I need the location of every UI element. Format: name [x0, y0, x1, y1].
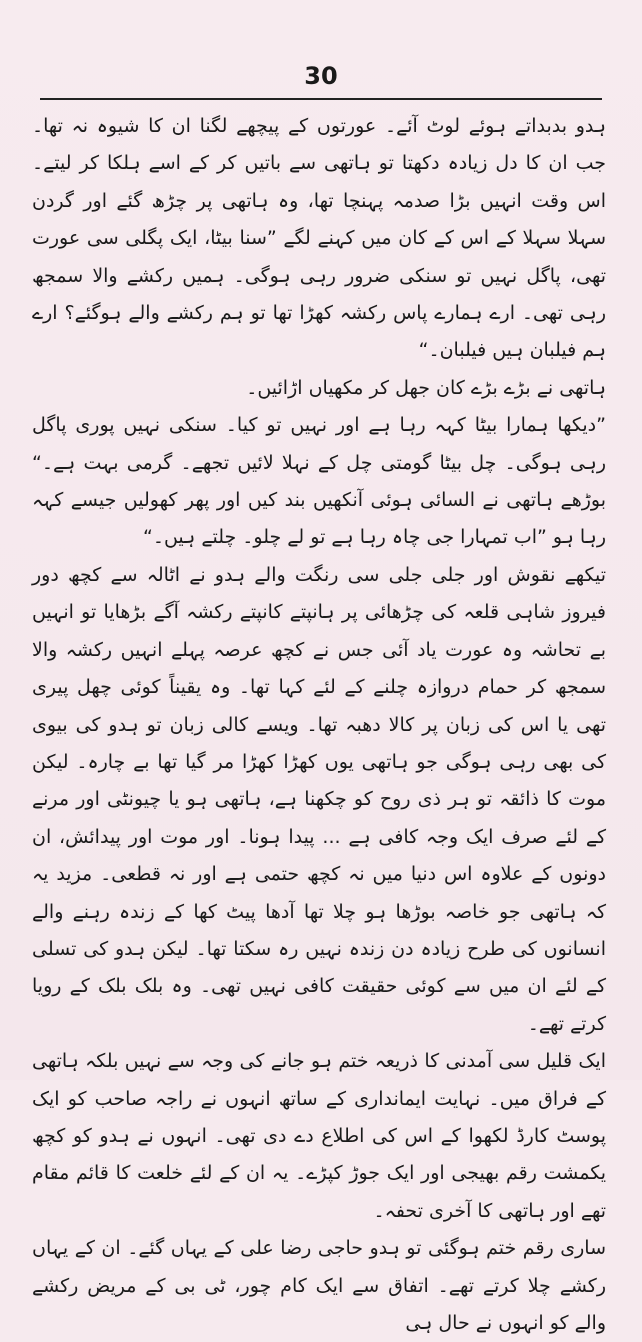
paragraph-5: ایک قلیل سی آمدنی کا ذریعہ ختم ہو جانے کی وجہ سے نہیں بلکہ ہاتھی کے فراق میں۔ نہایت ایمانداری کے ساتھ انہوں نے راجہ صاحب کو ایک پوسٹ کارڈ لکھوا کے اس کی اطلاع دے دی تھی۔ انہوں نے ہدو کو کچھ یکمشت رقم بھیجی اور ایک جوڑ کپڑے۔ یہ ان کے لئے خلعت کا قائم مقام تھے اور ہاتھی کا آخری تحفہ۔ — [32, 1050, 606, 1222]
paragraph-4: تیکھے نقوش اور جلی جلی سی رنگت والے ہدو نے اٹالہ سے کچھ دور فیروز شاہی قلعہ کی چڑھائی پر ہانپتے کانپتے رکشہ آگے بڑھایا تو انہیں بے تحاشہ وہ عورت یاد آئی جس نے کچھ عرصہ پہلے انہیں رکشہ والا سمجھ کر حمام دروازہ چلنے کے لئے کہا تھا۔ وہ یقیناً کوئی چھل پیری تھی یا اس کی زبان پر کالا دھبہ تھا۔ ویسے کالی زبان تو ہدو کی بیوی کی بھی رہی ہوگی جو ہاتھی یوں کھڑا کھڑا مر گیا تھا بے چارہ۔ لیکن موت کا ذائقہ تو ہر ذی روح کو چکھنا ہے، ہاتھی ہو یا چیونٹی اور مرنے کے لئے صرف ایک وجہ کافی ہے ... پیدا ہونا۔ اور موت اور پیدائش، ان دونوں کے علاوہ اس دنیا میں نہ کچھ حتمی ہے اور نہ قطعی۔ مزید یہ کہ ہاتھی جو خاصہ بوڑھا ہو چلا تھا آدھا پیٹ کھا کے زندہ رہنے والے انسانوں کی طرح زیادہ دن زندہ نہیں رہ سکتا تھا۔ لیکن ہدو کی تسلی کے لئے ان میں سے کوئی حقیقت کافی نہیں تھی۔ وہ بلک بلک کے رویا کرتے تھے۔ — [32, 563, 606, 1035]
page-number: 30 — [304, 62, 338, 90]
paragraph-2: ہاتھی نے بڑے بڑے کان جھل کر مکھیاں اڑائیں۔ — [246, 376, 606, 399]
page-body — [32, 108, 606, 1342]
header-rule — [40, 98, 602, 100]
paragraph-3: ”دیکھا ہمارا بیٹا کہہ رہا ہے اور نہیں تو کیا۔ سنکی نہیں پوری پاگل رہی ہوگی۔ چل بیٹا گومتی چل کے نہلا لائیں تجھے۔ گرمی بہت ہے۔“ بوڑھے ہاتھی نے السائی ہوئی آنکھیں بند کیں اور پھر کھولیں جیسے کہہ رہا ہو ”اب تمہارا جی چاہ رہا ہے تو لے چلو۔ چلتے ہیں۔“ — [32, 414, 606, 549]
paragraph-1: ہدو بدبداتے ہوئے لوٹ آئے۔ عورتوں کے پیچھے لگنا ان کا شیوہ نہ تھا۔ جب ان کا دل زیادہ دکھتا تو ہاتھی سے باتیں کر کے اسے ہلکا کر لیتے۔ اس وقت انہیں بڑا صدمہ پہنچا تھا، وہ ہاتھی پر چڑھ گئے اور گردن سہلا سہلا کے اس کے کان میں کہنے لگے ”سنا بیٹا، ایک پگلی سی عورت تھی، پاگل نہیں تو سنکی ضرور رہی ہوگی۔ ہمیں رکشے والا سمجھ رہی تھی۔ ارے ہمارے پاس رکشہ کھڑا تھا تو ہم رکشے والے ہوگئے؟ ارے ہم فیلبان ہیں فیلبان۔“ — [32, 115, 606, 362]
paragraph-6: ساری رقم ختم ہوگئی تو ہدو حاجی رضا علی کے یہاں گئے۔ ان کے یہاں رکشے چلا کرتے تھے۔ اتفاق سے ایک کام چور، ٹی بی کے مریض رکشے والے کو انہوں نے حال ہی — [32, 1237, 606, 1334]
